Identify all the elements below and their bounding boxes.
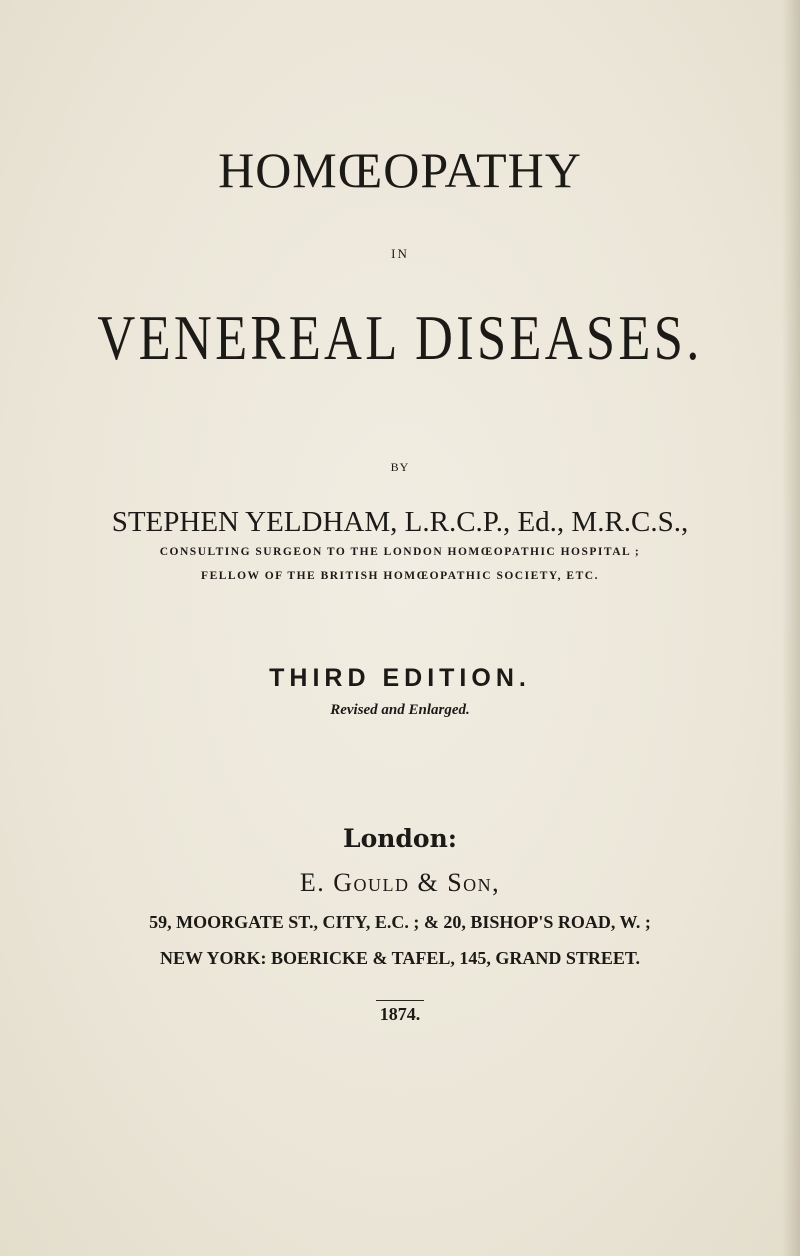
book-title: HOMŒOPATHY — [218, 142, 582, 198]
book-subtitle: VENEREAL DISEASES. — [97, 302, 703, 373]
publication-city: London: — [343, 824, 457, 853]
author-credential: FELLOW OF THE BRITISH HOMŒOPATHIC SOCIETY, ETC. — [201, 570, 599, 582]
author-name: STEPHEN YELDHAM, L.R.C.P., Ed., M.R.C.S., — [111, 506, 689, 538]
author-credential: CONSULTING SURGEON TO THE LONDON HOMŒOPATHIC HOSPITAL ; — [159, 546, 641, 558]
publisher-address: NEW YORK: BOERICKE & TAFEL, 145, GRAND STREET. — [159, 948, 641, 968]
publisher-address: 59, MOORGATE ST., CITY, E.C. ; & 20, BISHOP'S ROAD, W. ; — [149, 912, 651, 932]
year-rule — [376, 1000, 424, 1001]
title-connector: IN — [391, 246, 409, 261]
publication-year: 1874. — [379, 1004, 421, 1024]
edition-note: Revised and Enlarged. — [330, 702, 470, 718]
publisher-name: E. Gould & Son, — [299, 868, 501, 897]
by-line: BY — [390, 460, 410, 474]
edition-label: THIRD EDITION. — [269, 664, 531, 692]
